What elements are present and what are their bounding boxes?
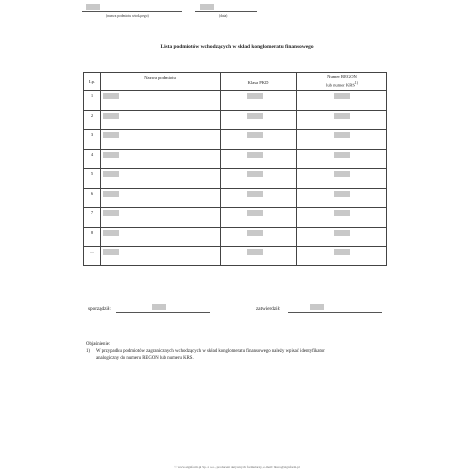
- row-number: 8: [90, 229, 94, 235]
- date-field[interactable]: [200, 4, 214, 10]
- regon-field[interactable]: [334, 249, 350, 255]
- table-row: [84, 227, 386, 248]
- date-caption: (data): [219, 14, 228, 18]
- row-number: ....: [89, 249, 95, 254]
- table-row: [84, 90, 386, 111]
- footer-text: © www.signform.pl Sp. z o.o., producent aktywnych formularzy, e-mail: biuro@signform.pl: [174, 465, 300, 469]
- regon-field[interactable]: [334, 171, 350, 177]
- regon-field[interactable]: [334, 230, 350, 236]
- note-text-line-1: W przypadku podmiotów zagranicznych wchodzących w skład konglomeratu finansowego należy wpisać identyfikator: [96, 349, 325, 354]
- signature-line: [82, 11, 182, 12]
- header-lp: Lp.: [88, 78, 96, 84]
- pkd-field[interactable]: [247, 113, 263, 119]
- table-row: [84, 207, 386, 228]
- row-number: 7: [90, 210, 94, 215]
- note-number: 1): [86, 349, 90, 354]
- header-regon: Numer REGON lub numer KRS$^{1)}$: [326, 74, 358, 88]
- prepared-by-line: [116, 312, 210, 313]
- header-pkd: Klasa PKD: [247, 80, 269, 85]
- regon-field[interactable]: [334, 191, 350, 197]
- name-field[interactable]: [103, 191, 119, 197]
- name-field[interactable]: [103, 171, 119, 177]
- pkd-field[interactable]: [247, 132, 263, 138]
- table-row: [84, 188, 386, 209]
- note-text-line-2: analogiczny do numeru REGON lub numeru KRS.: [96, 356, 194, 361]
- name-field[interactable]: [103, 230, 119, 236]
- entities-table: [83, 72, 387, 266]
- regon-field[interactable]: [334, 93, 350, 99]
- signature-field[interactable]: [86, 4, 100, 10]
- approved-by-field[interactable]: [310, 304, 324, 310]
- signature-caption: (nazwa podmiotu wiodącego): [106, 14, 149, 18]
- prepared-by-label: sporządził:: [88, 306, 111, 312]
- page-title: Lista podmiotów wchodzących w skład konglomeratu finansowego: [160, 44, 314, 50]
- header-name: Nazwa podmiotu: [144, 75, 176, 80]
- row-number: 4: [90, 151, 94, 157]
- notes-heading: Objaśnienie:: [86, 342, 111, 347]
- pkd-field[interactable]: [247, 210, 263, 216]
- pkd-field[interactable]: [247, 249, 263, 255]
- pkd-field[interactable]: [247, 93, 263, 99]
- name-field[interactable]: [103, 152, 119, 158]
- table-row: [84, 246, 386, 266]
- table-row: [84, 149, 386, 170]
- approved-by-line: [288, 312, 382, 313]
- regon-field[interactable]: [334, 210, 350, 216]
- regon-field[interactable]: [334, 113, 350, 119]
- pkd-field[interactable]: [247, 191, 263, 197]
- row-number: 5: [90, 171, 94, 176]
- name-field[interactable]: [103, 210, 119, 216]
- prepared-by-field[interactable]: [152, 304, 166, 310]
- pkd-field[interactable]: [247, 171, 263, 177]
- table-row: [84, 110, 386, 131]
- row-number: 2: [90, 112, 94, 118]
- pkd-field[interactable]: [247, 152, 263, 158]
- date-line: [195, 11, 257, 12]
- table-row: [84, 168, 386, 189]
- row-number: 6: [90, 190, 94, 196]
- name-field[interactable]: [103, 113, 119, 119]
- regon-field[interactable]: [334, 132, 350, 138]
- approved-by-label: zatwierdził:: [256, 306, 281, 312]
- row-number: 3: [90, 132, 94, 137]
- name-field[interactable]: [103, 249, 119, 255]
- name-field[interactable]: [103, 132, 119, 138]
- table-row: [84, 129, 386, 150]
- regon-field[interactable]: [334, 152, 350, 158]
- name-field[interactable]: [103, 93, 119, 99]
- row-number: 1: [90, 93, 94, 98]
- pkd-field[interactable]: [247, 230, 263, 236]
